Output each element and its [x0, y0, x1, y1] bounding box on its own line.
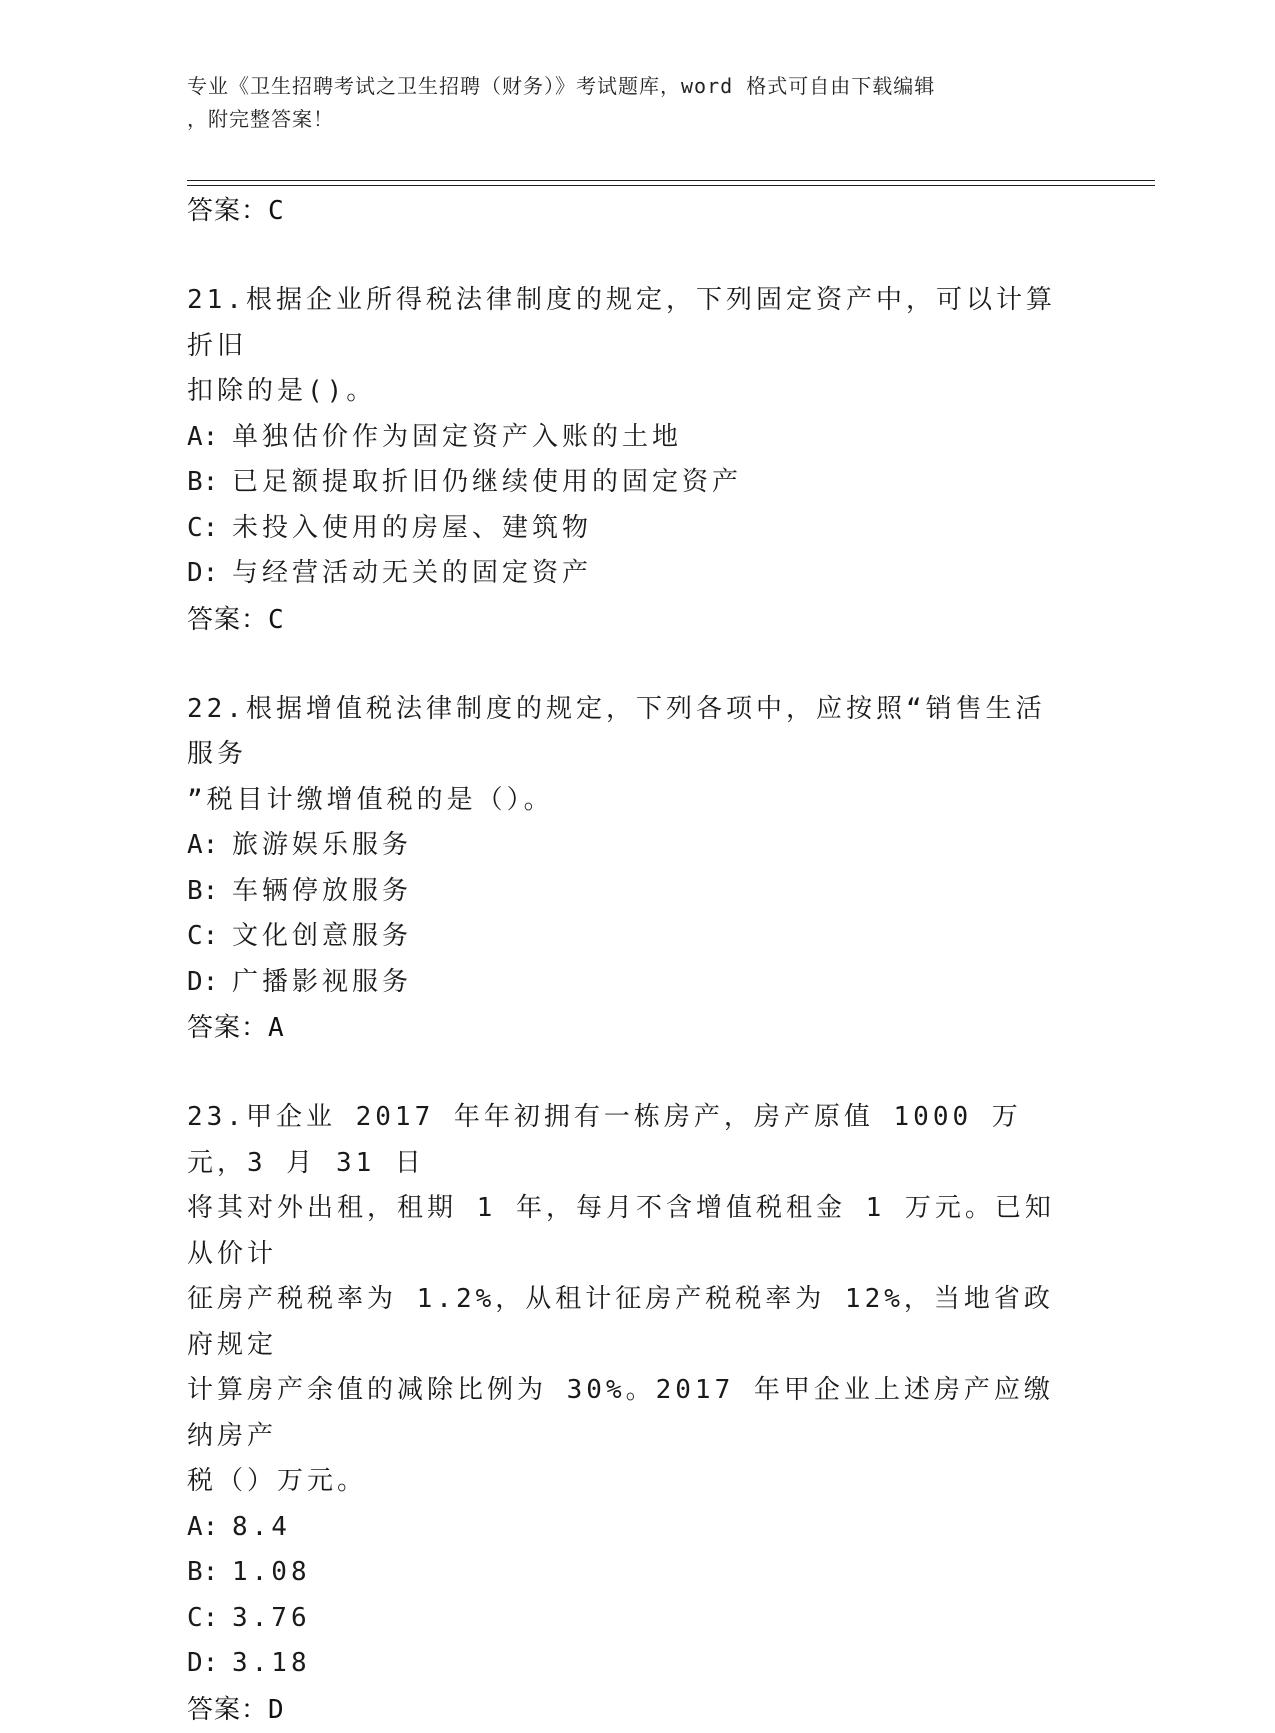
answer-value: C	[268, 196, 285, 226]
question-answer	[187, 597, 1087, 643]
option-b	[187, 869, 1087, 915]
option-key: C:	[187, 512, 219, 543]
question-answer	[187, 1687, 1087, 1733]
answer-value: C	[268, 604, 285, 635]
header-line-1: 专业《卫生招聘考试之卫生招聘（财务）》考试题库，word 格式可自由下载编辑	[187, 74, 936, 98]
option-key: A:	[187, 830, 219, 860]
option-d	[187, 551, 1087, 597]
option-key: A:	[187, 1511, 219, 1542]
stem-line: 征房产税税率为 1.2%，从租计征房产税税率为 12%，当地省政府规定	[187, 1284, 1054, 1360]
question-21	[187, 278, 1087, 643]
option-b	[187, 460, 1087, 506]
option-text: 与经营活动无关的固定资产	[232, 558, 593, 588]
option-d	[187, 1641, 1087, 1687]
option-text: 广播影视服务	[232, 966, 413, 997]
option-key: C:	[187, 921, 219, 951]
stem-line: ”税目计缴增值税的是（）。	[187, 784, 554, 815]
question-stem	[187, 687, 1067, 824]
option-c	[187, 914, 1087, 960]
answer-value: A	[268, 1013, 285, 1043]
answer-label: 答案：	[187, 1013, 269, 1043]
option-c	[187, 1596, 1087, 1642]
option-a	[187, 823, 1087, 869]
option-text: 文化创意服务	[232, 921, 413, 951]
stem-line: 21.根据企业所得税法律制度的规定，下列固定资产中，可以计算折旧	[187, 285, 1056, 361]
question-list	[187, 188, 1087, 1733]
answer-value: D	[268, 1694, 285, 1725]
question-stem	[187, 278, 1067, 415]
option-key: D:	[187, 558, 219, 588]
stem-line: 将其对外出租，租期 1 年，每月不含增值税租金 1 万元。已知从价计	[187, 1193, 1055, 1269]
option-key: B:	[187, 875, 219, 906]
stem-line: 扣除的是()。	[187, 376, 377, 406]
option-key: B:	[187, 1557, 219, 1587]
question-23	[187, 1095, 1087, 1733]
option-text: 车辆停放服务	[232, 875, 413, 906]
question-22	[187, 687, 1087, 1052]
option-a	[187, 415, 1087, 461]
header-line-2: ，附完整答案！	[187, 107, 334, 131]
option-text: 单独估价作为固定资产入账的土地	[232, 421, 683, 452]
header-divider-top	[187, 180, 1155, 181]
option-b	[187, 1550, 1087, 1596]
option-text: 未投入使用的房屋、建筑物	[232, 512, 593, 543]
stem-line: 22.根据增值税法律制度的规定，下列各项中，应按照“销售生活服务	[187, 693, 1046, 769]
option-c	[187, 506, 1087, 552]
option-text: 旅游娱乐服务	[232, 830, 413, 860]
option-key: C:	[187, 1602, 219, 1633]
stem-line: 23.甲企业 2017 年年初拥有一栋房产，房产原值 1000 万元，3 月 31 日	[187, 1102, 1022, 1178]
answer-label: 答案：	[187, 196, 269, 226]
option-text: 3.18	[232, 1648, 311, 1678]
answer-label: 答案：	[187, 1694, 269, 1725]
option-text: 3.76	[232, 1602, 311, 1633]
answer-label: 答案：	[187, 604, 269, 635]
option-key: A:	[187, 421, 219, 452]
previous-answer	[187, 188, 1087, 234]
option-a	[187, 1505, 1087, 1551]
stem-line: 税（）万元。	[187, 1466, 368, 1496]
option-text: 1.08	[232, 1557, 311, 1587]
question-stem	[187, 1095, 1067, 1505]
option-text: 已足额提取折旧仍继续使用的固定资产	[232, 467, 743, 497]
option-key: D:	[187, 1648, 219, 1678]
stem-line: 计算房产余值的减除比例为 30%。2017 年甲企业上述房产应缴纳房产	[187, 1375, 1054, 1451]
option-d	[187, 960, 1087, 1006]
header-divider-bottom	[187, 185, 1155, 186]
option-text: 8.4	[232, 1511, 291, 1542]
option-key: D:	[187, 966, 219, 997]
document-header	[187, 70, 1067, 136]
option-key: B:	[187, 467, 219, 497]
question-answer	[187, 1005, 1087, 1051]
